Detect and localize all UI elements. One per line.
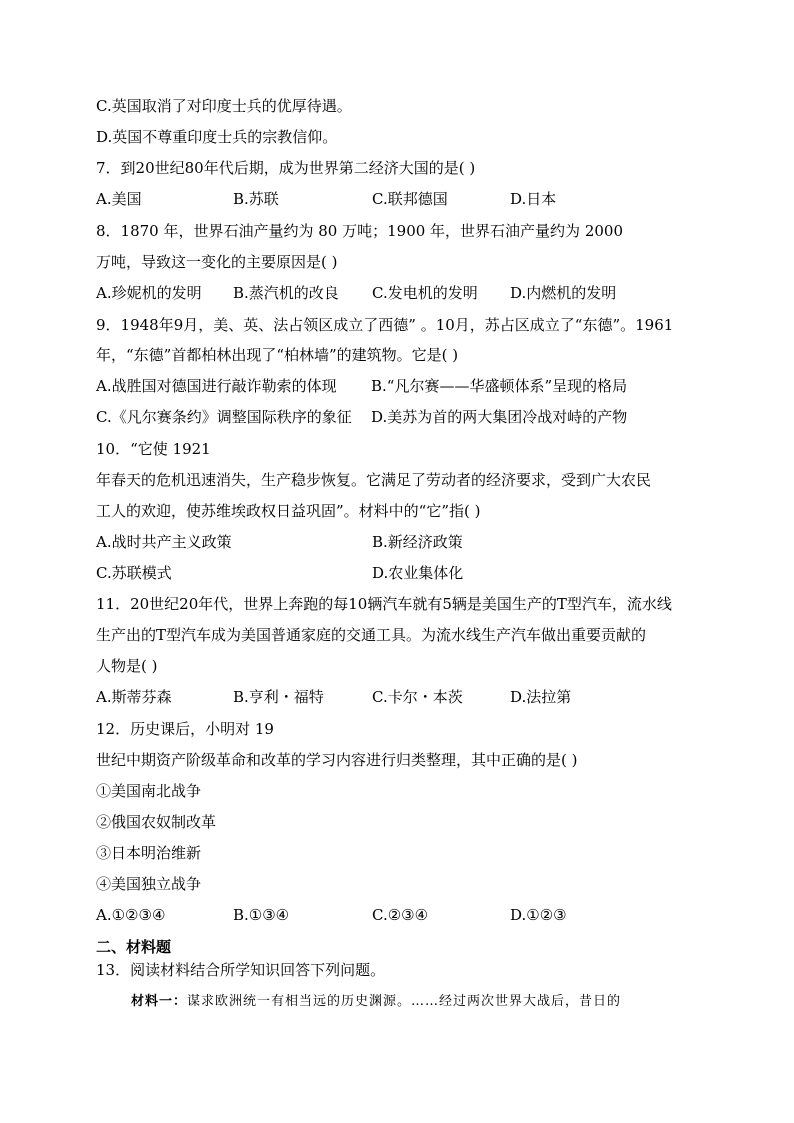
- q12-option-b: B.①③④: [233, 906, 290, 924]
- q11-stem-line2: 生产出的T型汽车成为美国普通家庭的交通工具。为流水线生产汽车做出重要贡献的: [96, 626, 647, 644]
- q7-option-c: C.联邦德国: [372, 190, 448, 208]
- q11-option-d: D.法拉第: [510, 688, 572, 706]
- q12-option-d: D.①②③: [510, 906, 567, 924]
- q8-option-a: A.珍妮机的发明: [96, 284, 202, 302]
- q12-item-3: ③日本明治维新: [96, 844, 202, 862]
- q6-option-c: C.英国取消了对印度士兵的优厚待遇。: [96, 97, 352, 115]
- q10-stem-line1: 10．“它使 1921: [96, 440, 211, 458]
- q6-option-d: D.英国不尊重印度士兵的宗教信仰。: [96, 128, 338, 146]
- q12-item-2: ②俄国农奴制改革: [96, 813, 217, 831]
- q12-item-4: ④美国独立战争: [96, 875, 202, 893]
- q9-option-c: C.《凡尔赛条约》调整国际秩序的象征: [96, 408, 352, 426]
- q12-item-1: ①美国南北战争: [96, 782, 202, 800]
- q8-stem-line2: 万吨，导致这一变化的主要原因是( ): [96, 253, 338, 271]
- q8-option-d: D.内燃机的发明: [510, 284, 617, 302]
- q10-option-c: C.苏联模式: [96, 564, 172, 582]
- q9-option-d: D.美苏为首的两大集团冷战对峙的产物: [371, 408, 628, 426]
- q11-stem-line3: 人物是( ): [96, 657, 158, 675]
- q10-stem-line2: 年春天的危机迅速消失，生产稳步恢复。它满足了劳动者的经济要求，受到广大农民: [96, 471, 652, 489]
- q7-option-d: D.日本: [510, 190, 557, 208]
- q11-option-c: C.卡尔・本茨: [372, 688, 463, 706]
- q7-stem: 7．到20世纪80年代后期，成为世界第二经济大国的是( ): [96, 159, 476, 177]
- q7-option-a: A.美国: [96, 190, 142, 208]
- q9-option-a: A.战胜国对德国进行敲诈勒索的体现: [96, 377, 337, 395]
- q7-option-b: B.苏联: [233, 190, 279, 208]
- section-heading: 二、材料题: [96, 938, 172, 956]
- q12-option-c: C.②③④: [372, 906, 429, 924]
- q8-stem-line1: 8．1870 年，世界石油产量约为 80 万吨；1900 年，世界石油产量约为 2000: [96, 222, 623, 240]
- q12-stem-line2: 世纪中期资产阶级革命和改革的学习内容进行归类整理，其中正确的是( ): [96, 751, 578, 769]
- q10-stem-line3: 工人的欢迎，使苏维埃政权日益巩固”。材料中的“它”指( ): [96, 502, 481, 520]
- q9-stem-line1: 9．1948年9月，美、英、法占领区成立了西德” 。10月，苏占区成立了“东德”。1961: [96, 316, 674, 334]
- material-label: 材料一：: [131, 994, 188, 1009]
- material-one: [131, 992, 621, 1012]
- q13-stem: 13．阅读材料结合所学知识回答下列问题。: [96, 961, 386, 979]
- q9-option-b: B.“凡尔赛——华盛顿体系”呈现的格局: [371, 377, 628, 395]
- q11-stem-line1: 11．20世纪20年代，世界上奔跑的每10辆汽车就有5辆是美国生产的T型汽车，流水线: [96, 595, 672, 613]
- q12-option-a: A.①②③④: [96, 906, 166, 924]
- q9-stem-line2: 年，“东德”首都柏林出现了“柏林墙”的建筑物。它是( ): [96, 346, 459, 364]
- q10-option-d: D.农业集体化: [372, 564, 464, 582]
- q8-option-c: C.发电机的发明: [372, 284, 478, 302]
- material-text: 谋求欧洲统一有相当远的历史渊源。……经过两次世界大战后，昔日的: [187, 994, 622, 1009]
- q11-option-b: B.亨利・福特: [233, 688, 324, 706]
- q12-stem-line1: 12．历史课后，小明对 19: [96, 720, 274, 738]
- q10-option-a: A.战时共产主义政策: [96, 533, 232, 551]
- q8-option-b: B.蒸汽机的改良: [233, 284, 339, 302]
- q11-option-a: A.斯蒂芬森: [96, 688, 172, 706]
- q10-option-b: B.新经济政策: [372, 533, 463, 551]
